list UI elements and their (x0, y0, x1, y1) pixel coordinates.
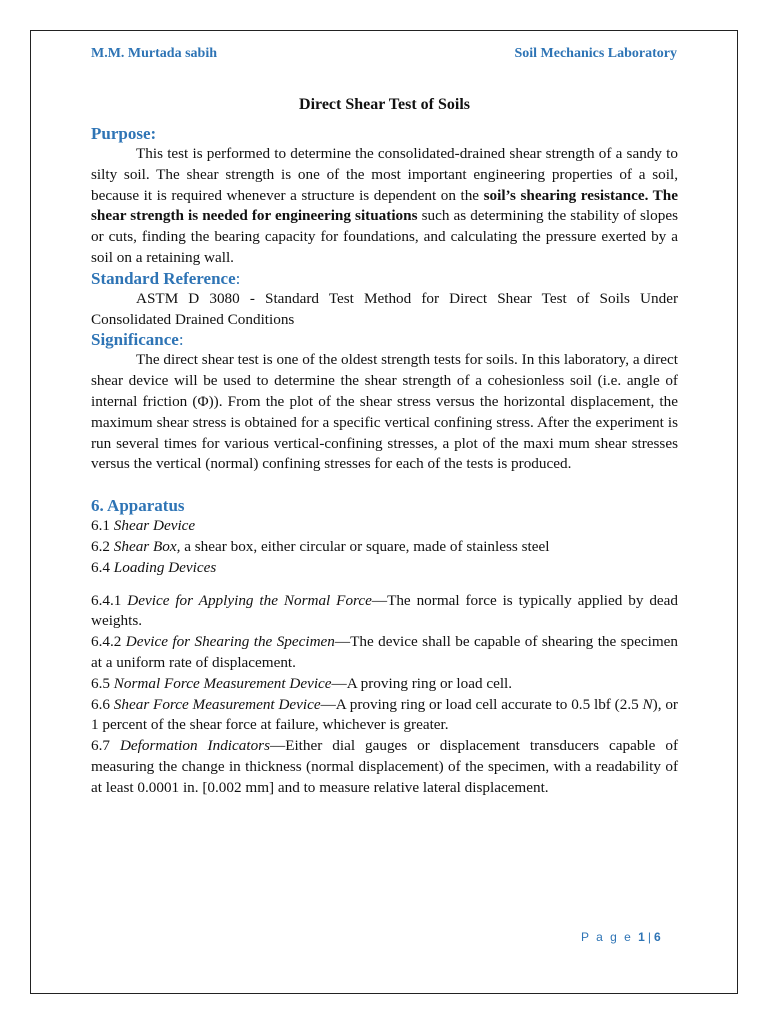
apparatus-item: 6.2 Shear Box, a shear box, either circular or square, made of stainless steel (91, 537, 550, 555)
page-separator: | (647, 930, 651, 944)
significance-heading: Significance: (91, 330, 184, 350)
standard-paragraph: ASTM D 3080 - Standard Test Method for Direct Shear Test of Soils Under Consolidated Drained Conditions (91, 289, 678, 328)
apparatus-detail: 6.4.2 Device for Shearing the Specimen—The device shall be capable of shearing the specimen at a uniform rate of displacement. (91, 633, 679, 671)
purpose-paragraph (91, 144, 678, 269)
purpose-text-a: This test is performed to determine the consolidated-drained shear strength of a sandy to silty soil. The shear strength is one of the most important engineering properties of a soil, because it is required whenever a structure is dependent on the (91, 145, 678, 204)
apparatus-detail: 6.4.1 Device for Applying the Normal Force—The normal force is typically applied by dead weights. (91, 591, 678, 630)
apparatus-item: 6.4 Loading Devices (91, 558, 217, 576)
purpose-text-b: such as determining the stability of slopes or cuts, finding the bearing capacity for foundations, and calculating the pressure exerted by a soil on a retaining wall. (91, 207, 678, 266)
apparatus-heading: 6. Apparatus (91, 496, 185, 516)
header-course: Soil Mechanics Laboratory (514, 46, 677, 61)
page-footer (581, 930, 661, 944)
document-body (91, 94, 678, 799)
page-label: P a g e (581, 930, 633, 944)
apparatus-detail: 6.7 Deformation Indicators—Either dial gauges or displacement transducers capable of measuring the change in thickness (normal displacement) of the specimen, with a readability of at least 0.0001 in. [0.002 mm] and to measure relative lateral displacement. (91, 737, 678, 796)
header-author: M.M. Murtada sabih (91, 46, 217, 61)
standard-heading: Standard Reference: (91, 268, 241, 288)
purpose-heading: Purpose: (91, 124, 157, 143)
significance-paragraph: The direct shear test is one of the oldest strength tests for soils. In this laboratory, a direct shear device will be used to determine the shear strength of a cohesionless soil (i.e. angle of internal friction (Φ)). From the plot of the shear stress versus the horizontal displacement, the maximum shear stress is obtained for a specific vertical confining stress. After the experiment is run several times for various vertical-confining stresses, a plot of the maxi mum shear stresses versus the vertical (normal) confining stresses for each of the tests is produced. (91, 351, 678, 473)
apparatus-detail: 6.6 Shear Force Measurement Device—A proving ring or load cell accurate to 0.5 lbf (2.5 N), or 1 percent of the shear force at failure, whichever is greater. (91, 695, 678, 734)
page-total: 6 (653, 930, 661, 944)
apparatus-item: 6.1 Shear Device (91, 517, 196, 535)
document-title: Direct Shear Test of Soils (299, 96, 470, 113)
apparatus-detail: 6.5 Normal Force Measurement Device—A proving ring or load cell. (91, 674, 513, 692)
purpose-text-bold: soil’s shearing resistance. The shear strength is needed for engineering situations (91, 186, 678, 225)
page-number: 1 (638, 930, 645, 944)
